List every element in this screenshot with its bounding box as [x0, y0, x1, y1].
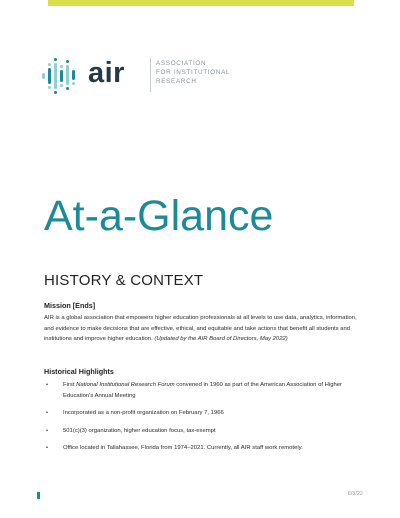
- item-text: 501(c)(3) organization, higher education focus, tax-exempt: [63, 427, 216, 434]
- list-item: [44, 443, 364, 454]
- bullet: •: [46, 445, 49, 452]
- logo-tagline: [156, 59, 230, 86]
- list-item: [44, 426, 364, 437]
- bullet: •: [46, 382, 49, 388]
- section-heading: HISTORY & CONTEXT: [44, 272, 204, 289]
- top-accent-bar: [48, 0, 354, 6]
- page-title: At-a-Glance: [44, 192, 274, 240]
- bullet: •: [46, 427, 49, 434]
- logo-divider: [150, 58, 151, 92]
- item-text: First: [63, 382, 77, 388]
- item-italic-text: National Institutional Research Forum: [76, 382, 175, 388]
- mission-text: [44, 313, 362, 345]
- footer-mark: [37, 492, 40, 499]
- item-text: convened in 1960 as part of the American Association of Higher Education's Annual Meeting: [63, 382, 342, 399]
- footer-date: 6/3/22: [347, 491, 363, 497]
- bullet: •: [46, 410, 49, 417]
- mission-body: AIR is a global association that empowers higher education professionals at all levels to use data, analytics, information, and evidence to make decisions that are effective, ethical, and equitable and take actions that benefit all students and institutions and improve higher education.: [44, 315, 357, 343]
- item-text: Office located in Tallahassee, Florida from 1974–2021. Currently, all AIR staff work remotely.: [63, 445, 303, 452]
- air-wordmark: air: [88, 57, 125, 89]
- logo-tagline-line: FOR INSTITUTIONAL: [156, 69, 231, 76]
- list-item: [44, 380, 364, 401]
- logo-tagline-line: RESEARCH: [156, 78, 197, 85]
- item-text: Incorporated as a non-profit organization on February 7, 1966: [63, 410, 224, 417]
- highlights-list: [44, 380, 364, 461]
- air-logo: [40, 56, 231, 98]
- mission-note: (Updated by the AIR Board of Directors, May 2022): [154, 336, 288, 343]
- logo-tagline-line: ASSOCIATION: [156, 60, 207, 67]
- highlights-label: Historical Highlights: [44, 367, 114, 376]
- air-dots-logo-icon: [40, 56, 84, 96]
- mission-label: Mission [Ends]: [44, 301, 96, 310]
- list-item: [44, 408, 364, 419]
